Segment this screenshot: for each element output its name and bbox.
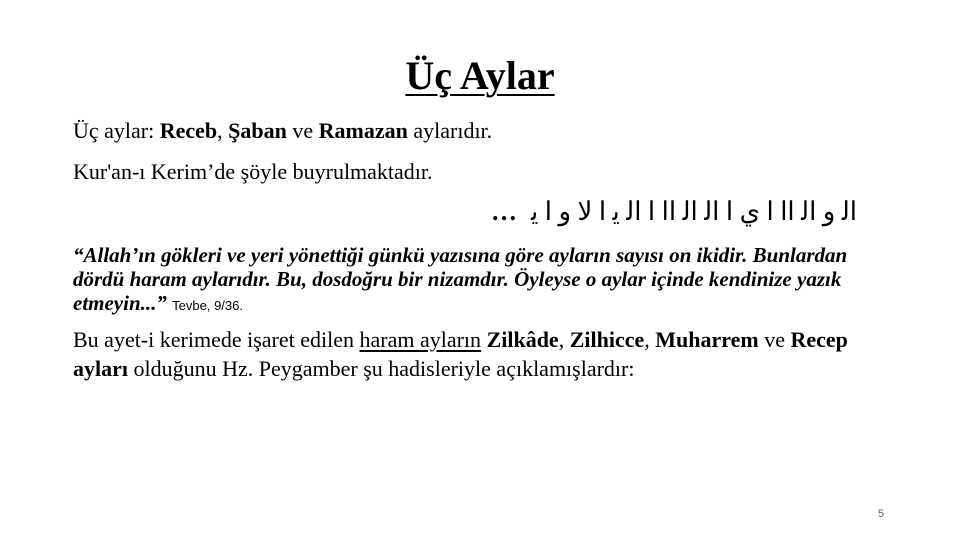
arabic-ellipsis: …: [490, 197, 517, 226]
arabic-verse: [491, 196, 857, 228]
quran-intro-line: Kur'an-ı Kerim’de şöyle buyrulmaktadır.: [73, 159, 433, 184]
intro-prefix: Üç aylar:: [73, 118, 160, 143]
para-comma-2: ,: [644, 327, 656, 352]
para-part-4: olduğunu Hz. Peygamber şu hadisleriyle açıklamışlardır:: [128, 356, 635, 381]
para-part-1: Bu ayet-i kerimede işaret edilen: [73, 327, 360, 352]
para-part-3: ve: [758, 327, 791, 352]
slide-title: Üç Aylar: [405, 53, 555, 98]
month-muharrem: Muharrem: [655, 327, 759, 352]
verse-reference: Tevbe, 9/36.: [172, 298, 243, 313]
arabic-text: ﺍﻟ ﻭ ﺍﻟ ﺍﺍ ﺍ ﻱ ﺍ ﺍﻟ ﺍﻟ ﺍﺍ ﺍ ﺍﻟ ﻳ ﺍ ﻻ ﻭ ﺍ ﻳ: [530, 197, 857, 226]
intro-suffix: aylarıdır.: [407, 118, 493, 143]
month-zilkade: Zilkâde: [486, 327, 559, 352]
month-saban: Şaban: [228, 118, 287, 143]
month-recep: Recep ayları: [73, 327, 848, 381]
intro-line: [73, 117, 492, 145]
para-comma-1: ,: [558, 327, 570, 352]
month-receb: Receb: [159, 118, 218, 143]
verse-translation: [73, 243, 893, 318]
translation-text: “Allah’ın gökleri ve yeri yönettiği günkü yazısına göre ayların sayısı on ikidir. Bunlardan dördü haram aylarıdır. Bu, dosdoğru bir nizamdır. Öyleyse o aylar içinde kendinize yazık etmeyin...”: [73, 243, 848, 315]
explanation-paragraph: [73, 325, 893, 383]
comma: ,: [217, 118, 229, 143]
month-ramazan: Ramazan: [318, 118, 408, 143]
conjunction: ve: [286, 118, 319, 143]
haram-months-underlined: haram ayların: [359, 327, 482, 352]
month-zilhicce: Zilhicce: [569, 327, 645, 352]
page-number: 5: [878, 508, 885, 520]
